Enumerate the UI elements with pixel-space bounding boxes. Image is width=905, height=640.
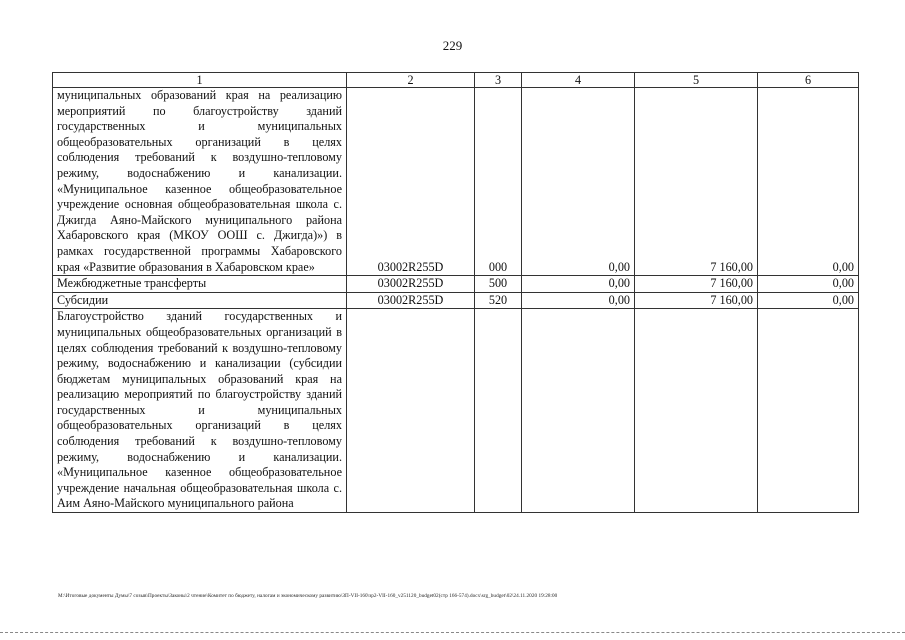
row-amount-col6	[758, 309, 859, 513]
page-number: 229	[442, 38, 463, 53]
row-amount-col5: 7 160,00	[635, 276, 758, 293]
row-amount-col5: 7 160,00	[635, 292, 758, 309]
column-header-1: 1	[53, 73, 347, 88]
row-amount-col4: 0,00	[522, 292, 635, 309]
page-edge-rule	[0, 632, 905, 633]
row-description: Благоустройство зданий государственных и муниципальных общеобразовательных организаций в целях соблюдения требований к воздушно-тепловому режиму, водоснабжению и канализации (субсидии бюджетам муниципальных образований края на реализацию мероприятий по благоустройству зданий государственных и муниципальных общеобразовательных организаций в целях соблюдения требований к воздушно-тепловому режиму, водоснабжению и канализации. «Муниципальное казенное общеобразовательное учреждение начальная общеобразовательная школа с. Аим Аяно-Майского муниципального района	[53, 309, 347, 513]
row-expense-type	[475, 309, 522, 513]
table-row	[53, 276, 859, 293]
budget-table	[52, 72, 859, 513]
row-amount-col5: 7 160,00	[635, 88, 758, 276]
column-header-3: 3	[475, 73, 522, 88]
row-target-code: 03002R255D	[347, 88, 475, 276]
table-row	[53, 292, 859, 309]
row-expense-type: 000	[475, 88, 522, 276]
table-header-row	[53, 73, 859, 88]
row-amount-col4: 0,00	[522, 88, 635, 276]
row-amount-col5	[635, 309, 758, 513]
document-file-path: M:\Итоговые документы Думы\7 созыв\Проекты\Законы\2 чтение\Комитет по бюджету, налогам и экономическому развитию\ЗП-VII-160\зр2-VII-160_v251120_budget02(стр 166-574).docx\srg_budget\02\24.11.2020 19:28:00	[58, 593, 558, 599]
row-expense-type: 500	[475, 276, 522, 293]
row-target-code: 03002R255D	[347, 292, 475, 309]
row-amount-col4	[522, 309, 635, 513]
column-header-2: 2	[347, 73, 475, 88]
row-description: Субсидии	[53, 292, 347, 309]
column-header-5: 5	[635, 73, 758, 88]
row-expense-type: 520	[475, 292, 522, 309]
row-description: муниципальных образований края на реализацию мероприятий по благоустройству зданий государственных и муниципальных общеобразовательных организаций в целях соблюдения требований к воздушно-тепловому режиму, водоснабжению и канализации. «Муниципальное казенное общеобразовательное учреждение основная общеобразовательная школа с. Джигда Аяно-Майского муниципального района Хабаровского края (МКОУ ООШ с. Джигда)») в рамках государственной программы Хабаровского края «Развитие образования в Хабаровском крае»	[53, 88, 347, 276]
row-amount-col6: 0,00	[758, 276, 859, 293]
table-row	[53, 88, 859, 276]
row-amount-col6: 0,00	[758, 88, 859, 276]
column-header-4: 4	[522, 73, 635, 88]
row-amount-col6: 0,00	[758, 292, 859, 309]
column-header-6: 6	[758, 73, 859, 88]
table-row	[53, 309, 859, 513]
row-amount-col4: 0,00	[522, 276, 635, 293]
row-target-code: 03002R255D	[347, 276, 475, 293]
row-target-code	[347, 309, 475, 513]
row-description: Межбюджетные трансферты	[53, 276, 347, 293]
